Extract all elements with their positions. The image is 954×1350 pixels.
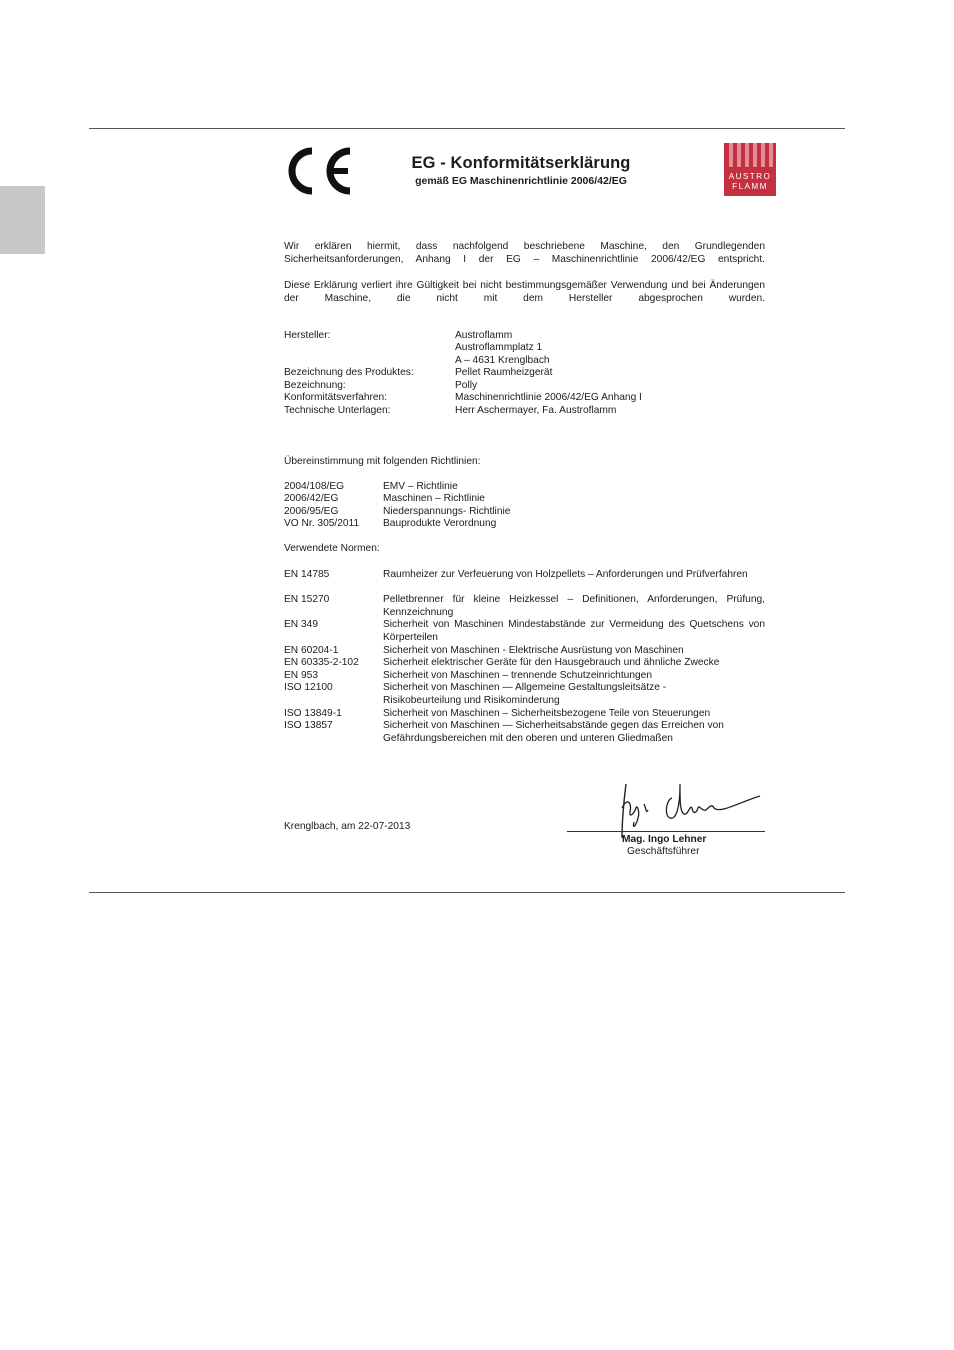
norm-code: ISO 13857	[284, 720, 333, 731]
directive-name: Bauprodukte Verordnung	[383, 518, 497, 529]
norm-code: EN 60204-1	[284, 645, 339, 656]
norm-code: EN 953	[284, 670, 318, 681]
side-tab-marker	[0, 186, 45, 254]
document-subtitle: gemäß EG Maschinenrichtlinie 2006/42/EG	[415, 175, 627, 187]
directive-code: VO Nr. 305/2011	[284, 518, 360, 529]
norm-code: EN 60335-2-102	[284, 657, 359, 668]
intro-paragraph-1: Wir erklären hiermit, dass nachfolgend beschriebene Maschine, den Grundlegenden Sicherheitsanforderungen, Anhang I der EG – Maschinenrichtlinie 2006/42/EG entspricht.	[284, 241, 765, 265]
detail-value: Herr Aschermayer, Fa. Austroflamm	[455, 405, 617, 416]
norm-description: Raumheizer zur Verfeuerung von Holzpellets – Anforderungen und Prüfverfahren	[383, 569, 748, 580]
directive-name: EMV – Richtlinie	[383, 481, 458, 492]
top-rule	[89, 128, 845, 129]
detail-label: Technische Unterlagen:	[284, 405, 391, 416]
directive-code: 2006/42/EG	[284, 493, 339, 504]
place-date: Krenglbach, am 22-07-2013	[284, 821, 411, 832]
directives-heading: Übereinstimmung mit folgenden Richtlinien:	[284, 456, 481, 467]
detail-value: Polly	[455, 380, 478, 391]
norm-description: Sicherheit von Maschinen - Elektrische Ausrüstung von Maschinen	[383, 645, 684, 656]
ce-mark-logo	[284, 145, 356, 197]
document-title: EG - Konformitätserklärung	[411, 154, 631, 172]
norm-code: EN 349	[284, 619, 318, 630]
signatory-title: Geschäftsführer	[627, 846, 700, 857]
norm-description: Sicherheit von Maschinen Mindestabstände zur Vermeidung des Quetschens von Körperteilen	[383, 619, 765, 643]
detail-label: Konformitätsverfahren:	[284, 392, 388, 403]
directive-name: Maschinen – Richtlinie	[383, 493, 485, 504]
directive-code: 2004/108/EG	[284, 481, 345, 492]
detail-label: Hersteller:	[284, 330, 331, 341]
norm-description: Sicherheit von Maschinen — Allgemeine Gestaltungsleitsätze - Risikobeurteilung und Risikominderung	[383, 682, 667, 706]
detail-value: Austroflamm	[455, 330, 513, 341]
directive-code: 2006/95/EG	[284, 506, 339, 517]
austroflamm-logo	[724, 143, 776, 196]
logo-line2: FLAMM	[732, 182, 768, 191]
detail-label: Bezeichnung:	[284, 380, 346, 391]
directive-name: Niederspannungs- Richtlinie	[383, 506, 511, 517]
norm-description: Sicherheit von Maschinen – Sicherheitsbezogene Teile von Steuerungen	[383, 708, 711, 719]
norm-description: Pelletbrenner für kleine Heizkessel – Definitionen, Anforderungen, Prüfung, Kennzeichnung	[383, 594, 765, 618]
detail-value: Maschinenrichtlinie 2006/42/EG Anhang I	[455, 392, 642, 403]
norm-description: Sicherheit von Maschinen — Sicherheitsabstände gegen das Erreichen von Gefährdungsbereichen mit den oberen und unteren Gliedmaßen	[383, 720, 724, 744]
detail-value: A – 4631 Krenglbach	[455, 355, 550, 366]
signatory-name: Mag. Ingo Lehner	[622, 834, 707, 845]
norm-code: ISO 12100	[284, 682, 333, 693]
signature-line	[567, 831, 765, 832]
intro-paragraph-2: Diese Erklärung verliert ihre Gültigkeit bei nicht bestimmungsgemäßer Verwendung und bei Änderungen der Maschine, die nicht mit dem Hersteller abgesprochen wurden.	[284, 280, 765, 304]
logo-line1: AUSTRO	[728, 172, 772, 181]
detail-label: Bezeichnung des Produktes:	[284, 367, 414, 378]
norm-description: Sicherheit elektrischer Geräte für den Hausgebrauch und ähnliche Zwecke	[383, 657, 720, 668]
detail-value: Austroflammplatz 1	[455, 342, 543, 353]
detail-value: Pellet Raumheizgerät	[455, 367, 553, 378]
norm-code: EN 14785	[284, 569, 330, 580]
bottom-rule	[89, 892, 845, 893]
norms-heading: Verwendete Normen:	[284, 543, 380, 554]
norm-code: ISO 13849-1	[284, 708, 342, 719]
norm-code: EN 15270	[284, 594, 330, 605]
norm-description: Sicherheit von Maschinen – trennende Schutzeinrichtungen	[383, 670, 653, 681]
